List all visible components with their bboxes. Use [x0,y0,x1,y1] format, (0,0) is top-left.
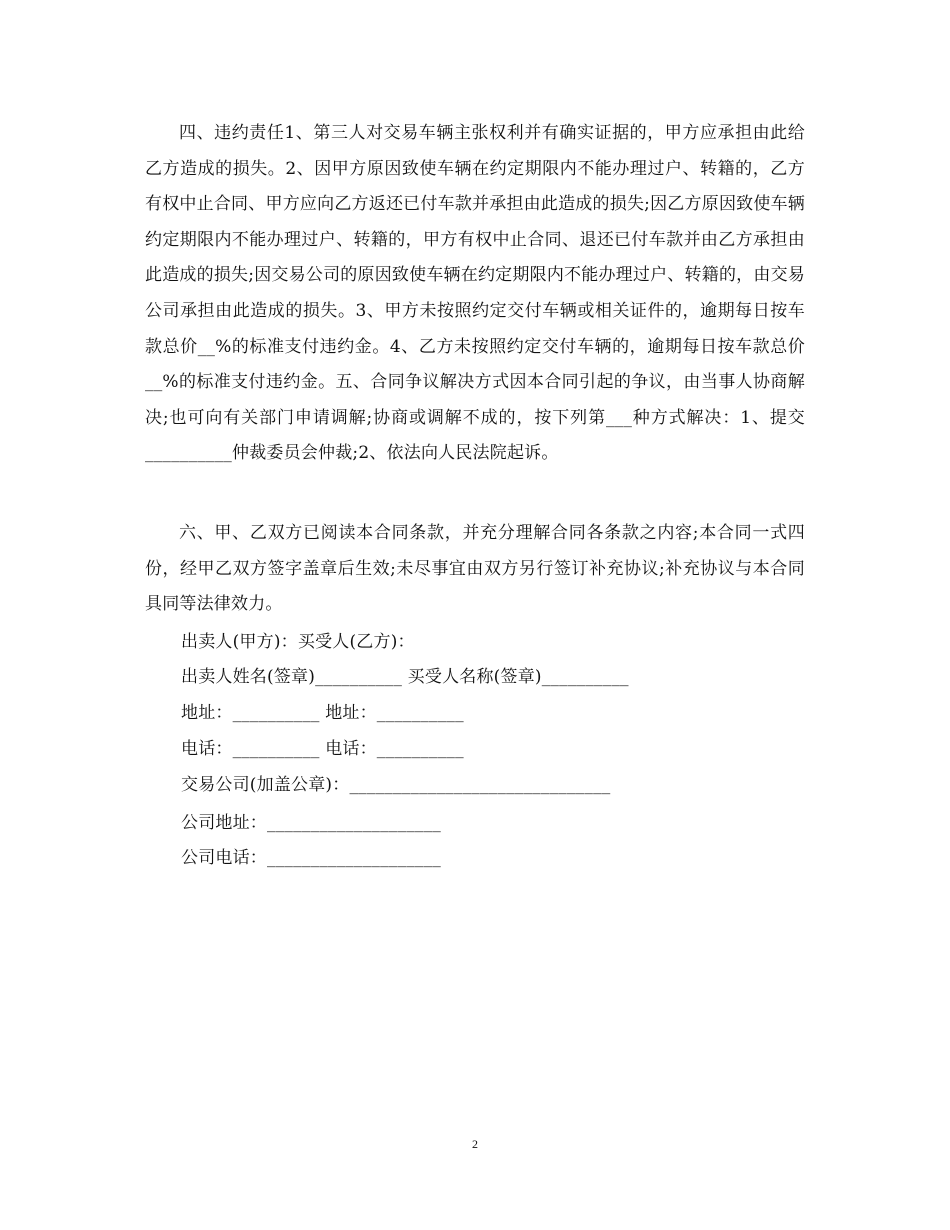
contract-effect-paragraph: 六、甲、乙双方已阅读本合同条款，并充分理解合同各条款之内容;本合同一式四份，经甲乙双方签字盖章后生效;未尽事宜由双方另行签订补充协议;补充协议与本合同具同等法律效力。 [145,523,805,615]
company-address-line: 公司地址：____________________ [181,813,441,833]
trading-company-seal-line: 交易公司(加盖公章)：______________________________ [181,775,611,795]
page-number: 2 [472,1137,478,1151]
breach-liability-paragraph: 四、违约责任1、第三人对交易车辆主张权利并有确实证据的，甲方应承担由此给乙方造成的损失。2、因甲方原因致使车辆在约定期限内不能办理过户、转籍的，乙方有权中止合同、甲方应向乙方返还已付车款并承担由此造成的损失;因乙方原因致使车辆约定期限内不能办理过户、转籍的，甲方有权中止合同、退还已付车款并由乙方承担由此造成的损失;因交易公司的原因致使车辆在约定期限内不能办理过户、转籍的，由交易公司承担由此造成的损失。3、甲方未按照约定交付车辆或相关证件的，逾期每日按车款总价__%的标准支付违约金。4、乙方未按照约定交付车辆的，逾期每日按车款总价__%的标准支付违约金。五、合同争议解决方式因本合同引起的争议，由当事人协商解决;也可向有关部门申请调解;协商或调解不成的，按下列第___种方式解决：1、提交__________仲裁委员会仲裁;2、依法向人民法院起诉。 [145,123,805,464]
name-signature-line: 出卖人姓名(签章)__________ 买受人名称(签章)__________ [181,667,629,687]
company-phone-line: 公司电话：____________________ [181,848,441,868]
seller-buyer-heading: 出卖人(甲方)：买受人(乙方)： [181,632,415,652]
address-line: 地址：__________ 地址：__________ [181,703,464,723]
phone-line: 电话：__________ 电话：__________ [181,739,464,759]
